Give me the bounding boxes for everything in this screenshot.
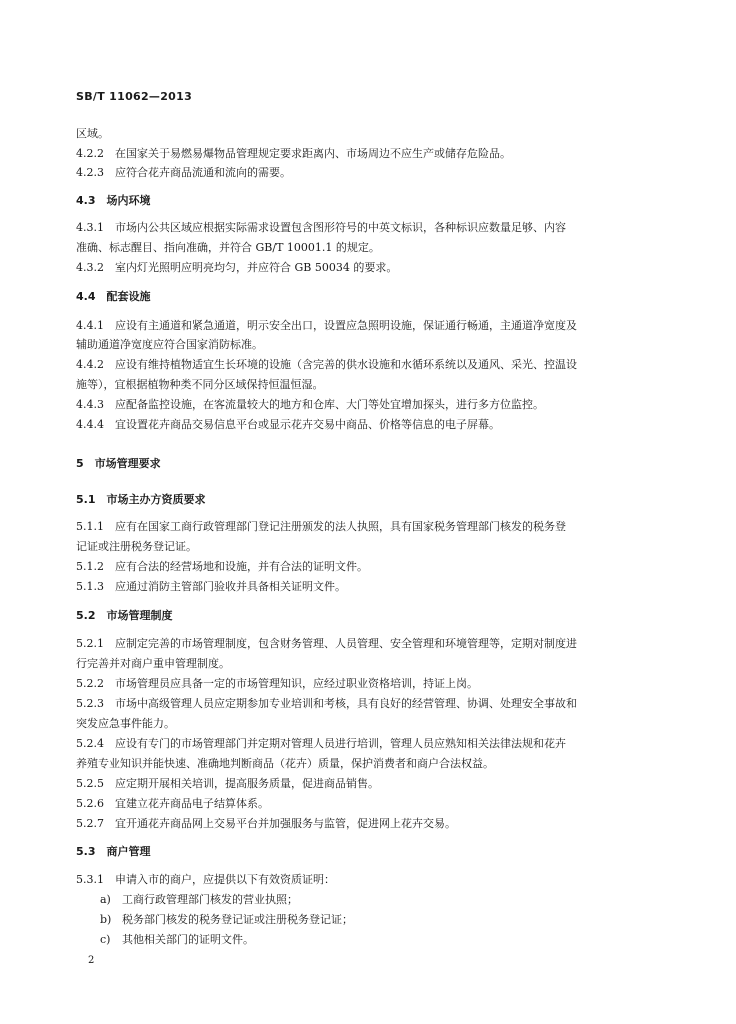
clause-5-1-1-cont: 记证或注册税务登记证。	[76, 540, 197, 553]
list-item	[100, 913, 353, 927]
clause-5-2-1: 5.2.1 应制定完善的市场管理制度，包含财务管理、人员管理、安全管理和环境管理等，定期对制度进	[76, 637, 577, 650]
list-item-label: a)	[100, 893, 111, 906]
standard-code-header: SB/T 11062—2013	[76, 90, 193, 103]
clause-4-3-2: 4.3.2 室内灯光照明应明亮均匀，并应符合 GB 50034 的要求。	[76, 261, 398, 274]
clause-5-2-7: 5.2.7 宜开通花卉商品网上交易平台并加强服务与监管，促进网上花卉交易。	[76, 817, 456, 830]
clause-4-4-2-cont: 施等），宜根据植物种类不同分区域保持恒温恒湿。	[76, 378, 324, 391]
clause-5-2-3: 5.2.3 市场中高级管理人员应定期参加专业培训和考核，具有良好的经营管理、协调、处理安全事故和	[76, 697, 577, 710]
clause-4-4-3: 4.4.3 应配备监控设施，在客流量较大的地方和仓库、大门等处宜增加探头，进行多方位监控。	[76, 398, 544, 411]
section-heading-4-3: 4.3 场内环境	[76, 194, 151, 207]
list-item	[100, 893, 298, 907]
list-item-label: c)	[100, 933, 111, 946]
clause-4-2-3: 4.2.3 应符合花卉商品流通和流向的需要。	[76, 166, 291, 179]
clause-5-1-3: 5.1.3 应通过消防主管部门验收并具备相关证明文件。	[76, 580, 346, 593]
clause-5-2-6: 5.2.6 宜建立花卉商品电子结算体系。	[76, 797, 269, 810]
list-item-label: b)	[100, 913, 112, 926]
clause-5-1-2: 5.1.2 应有合法的经营场地和设施，并有合法的证明文件。	[76, 560, 368, 573]
clause-5-1-1: 5.1.1 应有在国家工商行政管理部门登记注册颁发的法人执照，具有国家税务管理部门核发的税务登	[76, 520, 566, 533]
clause-4-3-1: 4.3.1 市场内公共区域应根据实际需求设置包含图形符号的中英文标识，各种标识应数量足够、内容	[76, 221, 566, 234]
clause-5-2-1-cont: 行完善并对商户重申管理制度。	[76, 657, 230, 670]
list-item-text: 税务部门核发的税务登记证或注册税务登记证；	[122, 913, 353, 926]
clause-4-4-2: 4.4.2 应设有维持植物适宜生长环境的设施（含完善的供水设施和水循环系统以及通风、采光、控温设	[76, 358, 577, 371]
clause-5-2-4: 5.2.4 应设有专门的市场管理部门并定期对管理人员进行培训，管理人员应熟知相关法律法规和花卉	[76, 737, 566, 750]
chapter-heading-5: 5 市场管理要求	[76, 457, 161, 470]
page-number: 2	[88, 955, 95, 966]
clause-4-4-1: 4.4.1 应设有主通道和紧急通道，明示安全出口，设置应急照明设施，保证通行畅通，主通道净宽度及	[76, 319, 577, 332]
clause-5-2-5: 5.2.5 应定期开展相关培训，提高服务质量，促进商品销售。	[76, 777, 379, 790]
section-heading-5-3: 5.3 商户管理	[76, 845, 151, 858]
clause-4-4-4: 4.4.4 宜设置花卉商品交易信息平台或显示花卉交易中商品、价格等信息的电子屏幕。	[76, 418, 500, 431]
clause-4-2-2: 4.2.2 在国家关于易燃易爆物品管理规定要求距离内、市场周边不应生产或储存危险品。	[76, 147, 511, 160]
clause-5-2-4-cont: 养殖专业知识并能快速、准确地判断商品（花卉）质量，保护消费者和商户合法权益。	[76, 757, 494, 770]
list-item-text: 工商行政管理部门核发的营业执照；	[122, 893, 298, 906]
list-item-text: 其他相关部门的证明文件。	[122, 933, 254, 946]
section-heading-5-1: 5.1 市场主办方资质要求	[76, 493, 206, 506]
clause-4-3-1-cont: 准确、标志醒目、指向准确，并符合 GB/T 10001.1 的规定。	[76, 241, 380, 254]
text-line: 区域。	[76, 127, 109, 140]
list-item	[100, 933, 254, 947]
clause-5-2-2: 5.2.2 市场管理员应具备一定的市场管理知识，应经过职业资格培训，持证上岗。	[76, 677, 478, 690]
clause-5-2-3-cont: 突发应急事件能力。	[76, 717, 175, 730]
clause-4-4-1-cont: 辅助通道净宽度应符合国家消防标准。	[76, 338, 263, 351]
section-heading-4-4: 4.4 配套设施	[76, 290, 151, 303]
section-heading-5-2: 5.2 市场管理制度	[76, 609, 173, 622]
clause-5-3-1: 5.3.1 申请入市的商户，应提供以下有效资质证明：	[76, 873, 335, 886]
